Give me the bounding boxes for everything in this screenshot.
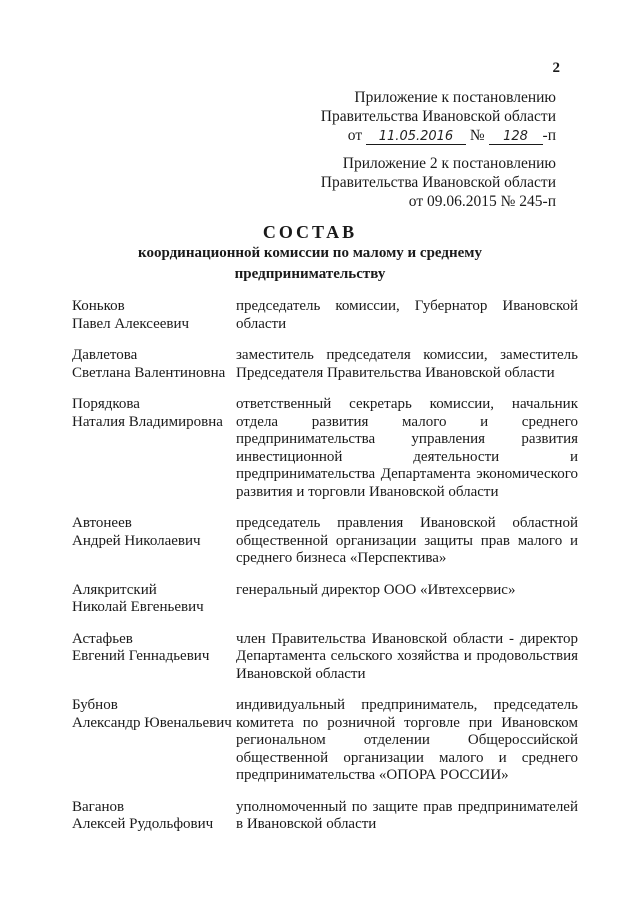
member-given-name: Светлана Валентиновна	[72, 364, 226, 381]
document-subtitle-line1: координационной комиссии по малому и среднему	[138, 245, 482, 261]
document-title: СОСТАВ	[262, 222, 358, 242]
from-prefix: от	[347, 127, 363, 144]
member-name	[72, 631, 236, 684]
member-given-name: Наталия Владимировна	[72, 413, 223, 430]
member-surname: Давлетова	[72, 347, 138, 363]
member-name	[72, 396, 236, 501]
handwritten-number: 128	[489, 130, 543, 145]
member-name	[72, 582, 236, 617]
member-name	[72, 347, 236, 382]
heading	[100, 222, 520, 284]
document-subtitle-line2: предпринимательству	[234, 266, 386, 282]
member-role: председатель комиссии, Губернатор Ивановской области	[236, 298, 578, 332]
member-role: ответственный секретарь комиссии, начальник отдела развития малого и среднего предпринимательства управления развития инвестиционной деятельности и предпринимательства Департамента экономического развития и торговли Ивановской области	[236, 396, 578, 500]
member-given-name: Евгений Геннадьевич	[72, 648, 210, 664]
member-row	[72, 515, 578, 568]
appendix-current-line2: Правительства Ивановской области	[320, 108, 556, 125]
member-given-name: Андрей Николаевич	[72, 532, 201, 549]
appendix-previous-line1: Приложение 2 к постановлению	[342, 155, 556, 172]
member-surname: Автонеев	[72, 515, 132, 531]
number-suffix: -п	[542, 127, 556, 144]
number-sign: №	[469, 127, 485, 144]
member-surname: Ваганов	[72, 798, 125, 815]
member-given-name: Алексей Рудольфович	[72, 816, 214, 832]
member-given-name: Николай Евгеньевич	[72, 599, 204, 615]
member-role: заместитель председателя комиссии, заместитель Председателя Правительства Ивановской области	[236, 347, 578, 381]
member-surname: Порядкова	[72, 396, 140, 412]
appendix-current-line1: Приложение к постановлению	[354, 89, 556, 106]
appendix-previous-line2: Правительства Ивановской области	[320, 174, 556, 191]
member-role: генеральный директор ООО «Ивтехсервис»	[236, 581, 516, 598]
member-row	[72, 799, 578, 834]
handwritten-date: 11.05.2016	[366, 130, 466, 145]
member-row	[72, 697, 578, 785]
member-name	[72, 697, 236, 785]
appendix-current-line3	[256, 126, 556, 145]
member-row	[72, 347, 578, 382]
member-row	[72, 298, 578, 333]
member-role: уполномоченный по защите прав предпринимателей в Ивановской области	[236, 798, 578, 832]
member-row	[72, 582, 578, 617]
members-list	[72, 298, 578, 848]
member-surname: Коньков	[72, 298, 125, 314]
member-given-name: Павел Алексеевич	[72, 315, 190, 332]
member-row	[72, 396, 578, 501]
appendix-previous-block	[256, 154, 556, 211]
member-surname: Бубнов	[72, 697, 118, 713]
page-number: 2	[552, 60, 560, 76]
member-name	[72, 799, 236, 834]
member-name	[72, 298, 236, 333]
member-surname: Алякритский	[72, 581, 157, 598]
member-row	[72, 631, 578, 684]
member-name	[72, 515, 236, 568]
member-role: председатель правления Ивановской областной общественной организации защиты прав малого и среднего бизнеса «Перспектива»	[236, 515, 578, 566]
appendix-previous-line3: от 09.06.2015 № 245-п	[408, 193, 556, 210]
member-surname: Астафьев	[72, 630, 133, 647]
member-role: индивидуальный предприниматель, председатель комитета по розничной торговле при Ивановском региональном отделении Общероссийской общественной организации малого и среднего предпринимательства «ОПОРА РОССИИ»	[236, 697, 578, 783]
member-role: член Правительства Ивановской области - директор Департамента сельского хозяйства и продовольствия Ивановской области	[236, 630, 578, 682]
member-given-name: Александр Ювенальевич	[72, 714, 232, 731]
appendix-current-block	[256, 88, 556, 145]
